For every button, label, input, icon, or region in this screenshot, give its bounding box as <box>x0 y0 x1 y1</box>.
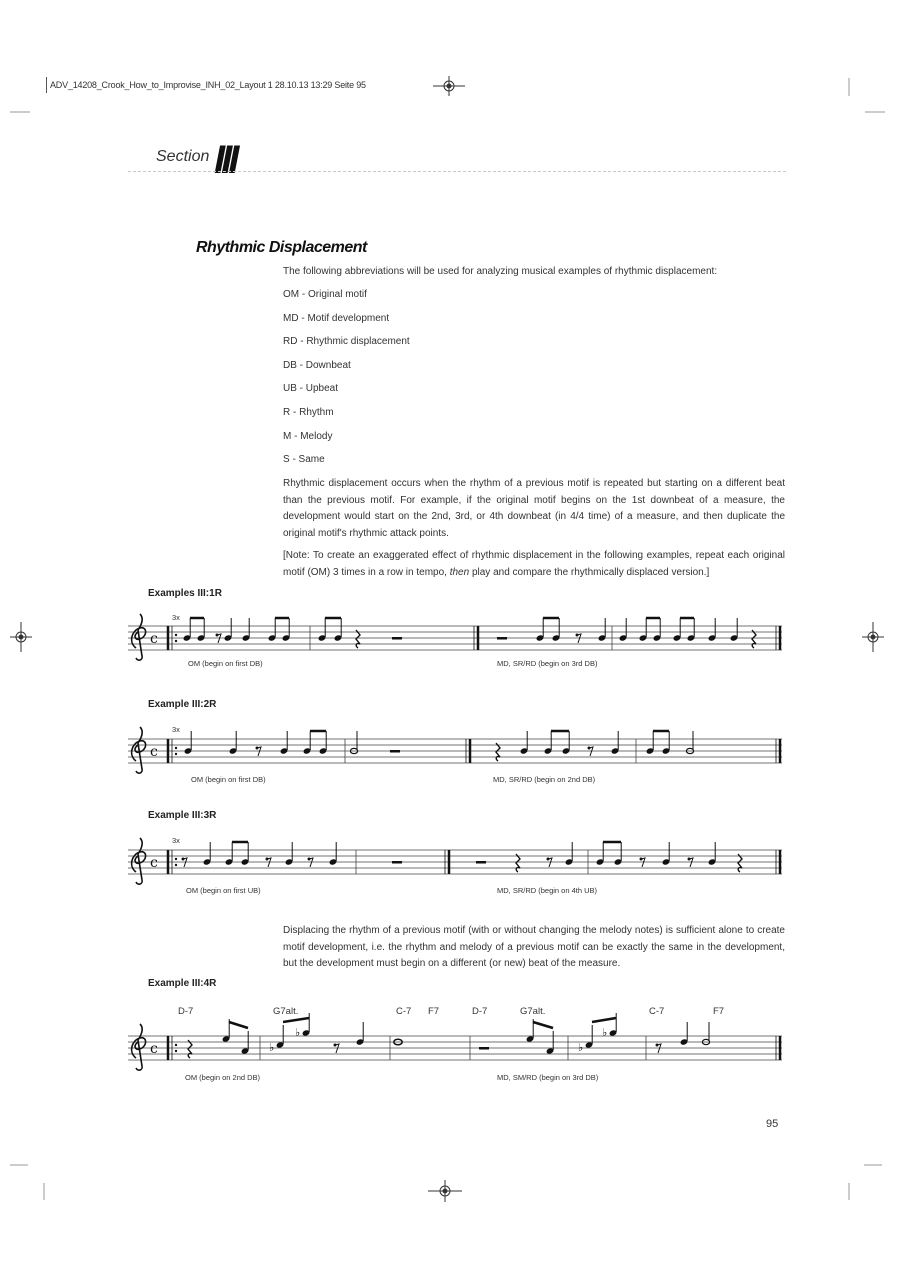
section-label: Section <box>156 148 210 165</box>
section-number: III <box>214 138 236 182</box>
list-item: DB - Downbeat <box>283 359 351 371</box>
example-label-1: Examples III:1R <box>148 588 222 599</box>
printer-slug: ADV_14208_Crook_How_to_Improvise_INH_02_Layout 1 28.10.13 13:29 Seite 95 <box>50 80 366 90</box>
chord-symbol: G7alt. <box>273 1006 299 1017</box>
svg-text:♭: ♭ <box>269 1041 275 1054</box>
svg-text:c: c <box>150 1041 158 1057</box>
note-emphasis: then <box>449 566 470 578</box>
list-item: RD - Rhythmic displacement <box>283 336 410 348</box>
repeat-count-1: 3x <box>172 613 180 622</box>
svg-text:♭: ♭ <box>602 1026 608 1039</box>
example-label-4: Example III:4R <box>148 978 217 989</box>
chord-symbol: F7 <box>713 1006 725 1017</box>
list-item: MD - Motif development <box>283 312 390 324</box>
note-text-before: [Note: To create an exaggerated effect of rhythmic displacement in the following examples, repeat each original motif (OM) 3 times in a row in tempo, <box>283 550 785 578</box>
list-item: UB - Upbeat <box>283 383 339 395</box>
caption-2-left: OM (begin on first DB) <box>191 775 266 784</box>
example-label-2: Example III:2R <box>148 699 217 710</box>
staff-example-1 <box>128 614 782 660</box>
list-item: M - Melody <box>283 430 333 442</box>
list-item: S - Same <box>283 454 325 466</box>
svg-text:c: c <box>150 631 158 647</box>
page-title: Rhythmic Displacement <box>196 239 367 256</box>
caption-4-left: OM (begin on 2nd DB) <box>185 1073 261 1082</box>
caption-1-right: MD, SR/RD (begin on 3rd DB) <box>497 659 598 668</box>
caption-2-right: MD, SR/RD (begin on 2nd DB) <box>493 775 596 784</box>
chord-symbol: D-7 <box>178 1006 194 1017</box>
example-label-3: Example III:3R <box>148 810 217 821</box>
caption-3-right: MD, SR/RD (begin on 4th UB) <box>497 886 598 895</box>
paragraph-displacement: Rhythmic displacement occurs when the rhythm of a previous motif is repeated but starting on a different beat than the previous motif. For example, if the original motif begins on the 1st downbeat of a measure, the development would start on the 2nd, 3rd, or 4th downbeat (in 4/4 time) of a measure, and then duplicate the original motif's rhythmic attack points. <box>283 478 785 539</box>
list-item: R - Rhythm <box>283 406 334 418</box>
chord-symbol: C-7 <box>396 1006 412 1017</box>
chord-symbol: G7alt. <box>520 1006 546 1017</box>
chord-symbol: F7 <box>428 1006 440 1017</box>
caption-3-left: OM (begin on first UB) <box>186 886 261 895</box>
staff-example-3 <box>128 838 782 884</box>
intro-text: The following abbreviations will be used for analyzing musical examples of rhythmic displacement: <box>283 266 718 277</box>
page-number: 95 <box>766 1118 779 1130</box>
caption-4-right: MD, SM/RD (begin on 3rd DB) <box>497 1073 599 1082</box>
staff-example-4 <box>128 1013 782 1070</box>
chord-symbol: C-7 <box>649 1006 665 1017</box>
caption-1-left: OM (begin on first DB) <box>188 659 263 668</box>
svg-text:c: c <box>150 855 158 871</box>
svg-text:♭: ♭ <box>295 1026 301 1039</box>
paragraph-sufficient: Displacing the rhythm of a previous motif (with or without changing the melody notes) is sufficient alone to create motif development, i.e. the rhythm and melody of a previous motif can be exactly the same in the development, but the development must begin on a different (or new) beat of the measure. <box>283 925 785 969</box>
list-item: OM - Original motif <box>283 289 367 300</box>
svg-text:♭: ♭ <box>578 1041 584 1054</box>
svg-text:c: c <box>150 744 158 760</box>
note-text-after: play and compare the rhythmically displaced version.] <box>469 566 710 578</box>
repeat-count-3: 3x <box>172 836 180 845</box>
staff-example-2 <box>128 727 782 773</box>
chord-symbol: D-7 <box>472 1006 488 1017</box>
repeat-count-2: 3x <box>172 725 180 734</box>
